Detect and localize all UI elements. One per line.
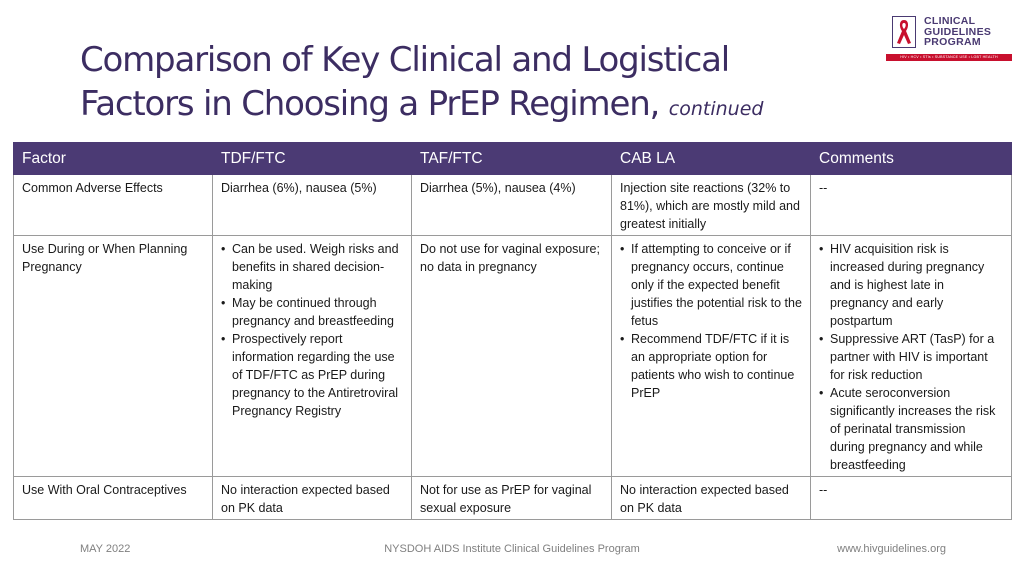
cell-taf-ftc: Not for use as PrEP for vaginal sexual exposure xyxy=(412,477,612,520)
table-header-row xyxy=(14,143,1012,175)
title-line-2-text: Factors in Choosing a PrEP Regimen, xyxy=(80,84,660,124)
logo-line-2: GUIDELINES xyxy=(924,25,992,38)
cell-comments xyxy=(811,236,1012,477)
header-tdf-ftc: TDF/FTC xyxy=(213,143,412,175)
cell-taf-ftc: Diarrhea (5%), nausea (4%) xyxy=(412,175,612,236)
cell-taf-ftc: Do not use for vaginal exposure; no data in pregnancy xyxy=(412,236,612,477)
comparison-table xyxy=(13,142,1012,520)
cell-comments: -- xyxy=(811,175,1012,236)
list-item: • HIV acquisition risk is increased during pregnancy and is highest late in pregnancy and early postpartum xyxy=(819,240,1003,330)
logo-text xyxy=(924,16,991,48)
cell-cab-la xyxy=(612,236,811,477)
footer-program: NYSDOH AIDS Institute Clinical Guidelines Program xyxy=(384,543,640,555)
cell-factor: Common Adverse Effects xyxy=(14,175,213,236)
red-ribbon-icon xyxy=(892,16,916,48)
cell-tdf-ftc: Diarrhea (6%), nausea (5%) xyxy=(213,175,412,236)
cell-cab-la: Injection site reactions (32% to 81%), which are mostly mild and greatest initially xyxy=(612,175,811,236)
logo-tagline: HIV • HCV • STIs • SUBSTANCE USE • LGBT HEALTH xyxy=(886,54,1012,61)
list-item: • Prospectively report information regarding the use of TDF/FTC as PrEP during pregnancy to the Antiretroviral Pregnancy Registry xyxy=(221,330,403,420)
header-cab-la: CAB LA xyxy=(612,143,811,175)
header-comments: Comments xyxy=(811,143,1012,175)
header-taf-ftc: TAF/FTC xyxy=(412,143,612,175)
title-line-1: Comparison of Key Clinical and Logistical xyxy=(80,40,730,80)
cell-tdf-ftc xyxy=(213,236,412,477)
title-continued: continued xyxy=(668,98,764,120)
cell-comments: -- xyxy=(811,477,1012,520)
table-row-oral-contraceptives xyxy=(14,477,1012,520)
list-item: • If attempting to conceive or if pregnancy occurs, continue only if the expected benefit justifies the potential risk to the fetus xyxy=(620,240,802,330)
bullet-list xyxy=(620,240,802,402)
logo-line-1: CLINICAL xyxy=(924,15,976,27)
slide-title xyxy=(80,38,840,131)
footer-url[interactable]: www.hivguidelines.org xyxy=(837,543,946,555)
bullet-list xyxy=(221,240,403,420)
list-item: • Recommend TDF/FTC if it is an appropriate option for patients who wish to continue PrEP xyxy=(620,330,802,402)
bullet-list xyxy=(819,240,1003,474)
list-item: • May be continued through pregnancy and breastfeeding xyxy=(221,294,403,330)
list-item: • Suppressive ART (TasP) for a partner with HIV is important for risk reduction xyxy=(819,330,1003,384)
logo-line-3: PROGRAM xyxy=(924,36,981,48)
list-item: • Can be used. Weigh risks and benefits in shared decision-making xyxy=(221,240,403,294)
cell-factor: Use With Oral Contraceptives xyxy=(14,477,213,520)
list-item: • Acute seroconversion significantly increases the risk of perinatal transmission during pregnancy and while breastfeeding xyxy=(819,384,1003,474)
cell-cab-la: No interaction expected based on PK data xyxy=(612,477,811,520)
header-factor: Factor xyxy=(14,143,213,175)
table-row-pregnancy xyxy=(14,236,1012,477)
cell-tdf-ftc: No interaction expected based on PK data xyxy=(213,477,412,520)
table-row-adverse-effects xyxy=(14,175,1012,236)
title-line-2 xyxy=(80,82,840,131)
cell-factor: Use During or When Planning Pregnancy xyxy=(14,236,213,477)
footer-date: MAY 2022 xyxy=(80,543,131,555)
clinical-guidelines-logo xyxy=(886,16,1014,64)
